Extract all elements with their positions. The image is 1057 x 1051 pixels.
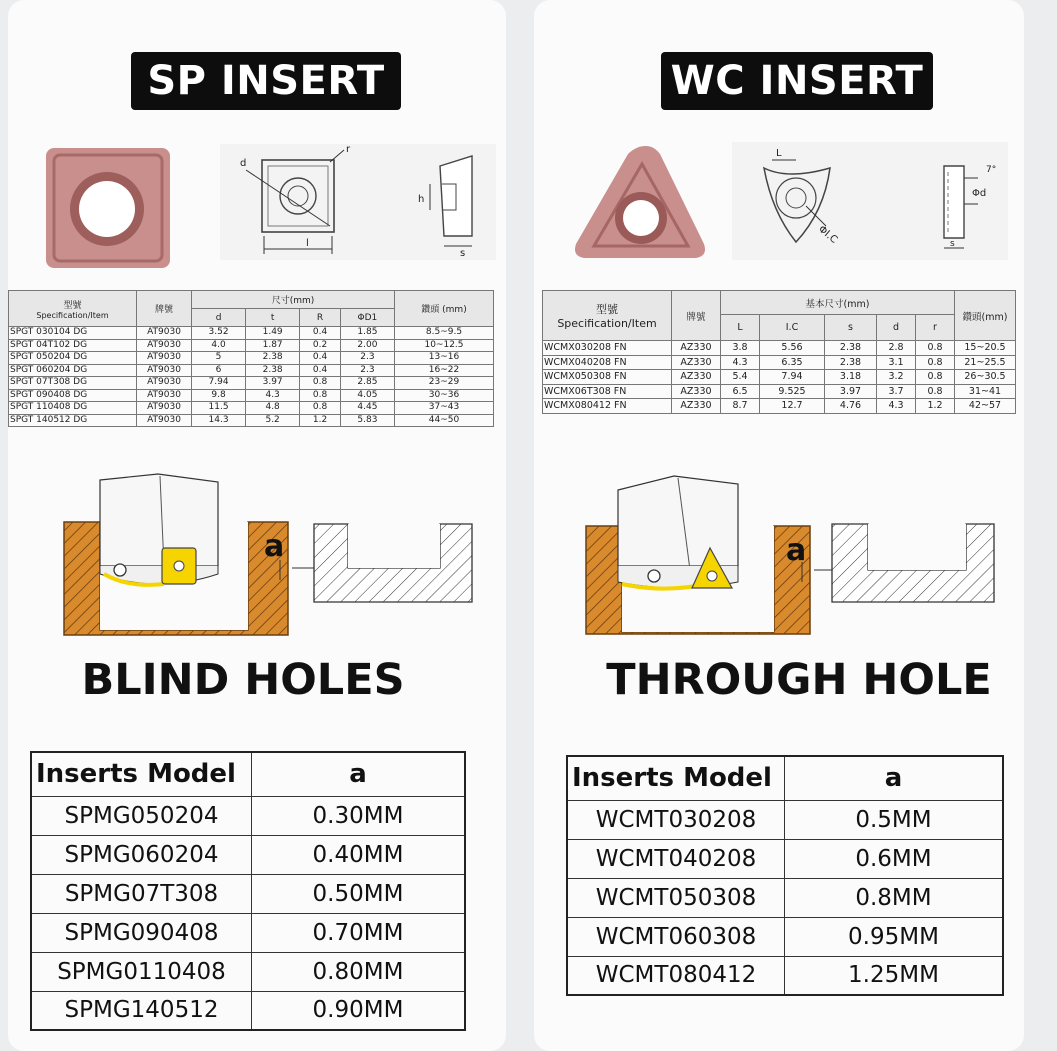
spec-cell: 4.45: [340, 402, 394, 415]
spec-cell: SPGT 04T102 DG: [9, 339, 137, 352]
spec-cell: 3.18: [825, 370, 877, 385]
wc-spec-header-grade: 牌號: [672, 291, 721, 341]
sp-blind-hole-illustration: [48, 470, 488, 640]
wc-spec-col-4: r: [915, 315, 954, 341]
spec-cell: SPGT 140512 DG: [9, 414, 137, 427]
spec-cell: AZ330: [672, 384, 721, 399]
spec-cell: 3.97: [246, 377, 300, 390]
spec-cell: 5.56: [759, 341, 824, 356]
spec-row: [9, 402, 494, 415]
spec-cell: AT9030: [137, 389, 192, 402]
sp-spec-header-model: 型號 Specification/Item: [9, 291, 137, 327]
spec-cell: 16~22: [395, 364, 494, 377]
spec-cell: SPGT 07T308 DG: [9, 377, 137, 390]
spec-cell: SPGT 030104 DG: [9, 327, 137, 340]
wc-drawing-label-d: Φd: [972, 188, 987, 199]
spec-cell: 8.5~9.5: [395, 327, 494, 340]
spec-cell: WCMX080412 FN: [543, 399, 672, 414]
wc-spec-header-model: 型號 Specification/Item: [543, 291, 672, 341]
spec-cell: 3.2: [877, 370, 916, 385]
sp-drawing-label-d: d: [240, 158, 247, 169]
spec-cell: 1.87: [246, 339, 300, 352]
spec-cell: AT9030: [137, 327, 192, 340]
wc-spec-header-size: 基本尺寸(mm): [721, 291, 955, 315]
wc-insert-panel: [534, 0, 1024, 1051]
spec-cell: 13~16: [395, 352, 494, 365]
spec-cell: 2.00: [340, 339, 394, 352]
spec-cell: AZ330: [672, 370, 721, 385]
sp-a-label: a: [264, 529, 285, 564]
spec-cell: 1.2: [915, 399, 954, 414]
model-a-cell: 0.30MM: [252, 796, 466, 835]
sp-spec-table: [8, 290, 494, 427]
wc-models-header-model: Inserts Model: [567, 756, 785, 800]
spec-cell: WCMX030208 FN: [543, 341, 672, 356]
model-name-cell: SPMG050204: [31, 796, 252, 835]
spec-row: [9, 352, 494, 365]
model-row: [567, 878, 1003, 917]
spec-cell: WCMX06T308 FN: [543, 384, 672, 399]
model-name-cell: SPMG140512: [31, 991, 252, 1030]
spec-cell: 2.38: [825, 341, 877, 356]
spec-cell: SPGT 060204 DG: [9, 364, 137, 377]
sp-drawing-label-s: s: [460, 248, 466, 259]
spec-cell: 4.76: [825, 399, 877, 414]
spec-cell: 0.8: [915, 384, 954, 399]
wc-drawing-label-ic: ΦI.C: [816, 223, 840, 246]
wc-spec-col-0: L: [721, 315, 760, 341]
spec-cell: 2.8: [877, 341, 916, 356]
model-row: [567, 917, 1003, 956]
sp-drawing-label-h: h: [418, 194, 425, 205]
spec-row: [9, 339, 494, 352]
spec-row: [543, 370, 1016, 385]
spec-cell: 10~12.5: [395, 339, 494, 352]
spec-cell: 1.2: [300, 414, 341, 427]
model-row: [567, 800, 1003, 839]
spec-cell: 3.97: [825, 384, 877, 399]
sp-insert-photo: [44, 146, 174, 270]
spec-cell: 14.3: [192, 414, 246, 427]
model-name-cell: SPMG060204: [31, 835, 252, 874]
sp-drawing-label-l: l: [306, 238, 309, 249]
model-row: [31, 952, 465, 991]
spec-cell: 5.2: [246, 414, 300, 427]
model-row: [31, 913, 465, 952]
wc-spec-col-2: s: [825, 315, 877, 341]
spec-cell: 4.3: [721, 355, 760, 370]
spec-cell: 5.4: [721, 370, 760, 385]
sp-spec-header-size: 尺寸(mm): [192, 291, 395, 309]
model-row: [567, 956, 1003, 995]
wc-a-label: a: [786, 533, 807, 568]
spec-row: [543, 341, 1016, 356]
spec-cell: 26~30.5: [955, 370, 1016, 385]
spec-cell: 5: [192, 352, 246, 365]
spec-cell: AT9030: [137, 402, 192, 415]
spec-cell: 1.49: [246, 327, 300, 340]
wc-drawing-label-s: s: [950, 239, 955, 249]
spec-cell: 9.525: [759, 384, 824, 399]
model-name-cell: WCMT040208: [567, 839, 785, 878]
spec-cell: 0.8: [915, 341, 954, 356]
model-a-cell: 0.70MM: [252, 913, 466, 952]
spec-cell: 8.7: [721, 399, 760, 414]
model-row: [31, 991, 465, 1030]
sp-spec-header-grade: 牌號: [137, 291, 192, 327]
sp-models-header-a: a: [252, 752, 466, 796]
wc-spec-col-1: I.C: [759, 315, 824, 341]
wc-models-header-a: a: [785, 756, 1004, 800]
spec-cell: SPGT 090408 DG: [9, 389, 137, 402]
spec-cell: 30~36: [395, 389, 494, 402]
spec-cell: SPGT 050204 DG: [9, 352, 137, 365]
wc-spec-header-head: 鑽頭(mm): [955, 291, 1016, 341]
spec-row: [9, 377, 494, 390]
spec-cell: 4.3: [877, 399, 916, 414]
spec-cell: 4.3: [246, 389, 300, 402]
spec-row: [9, 364, 494, 377]
spec-cell: AT9030: [137, 364, 192, 377]
spec-row: [543, 399, 1016, 414]
model-name-cell: WCMT060308: [567, 917, 785, 956]
spec-cell: SPGT 110408 DG: [9, 402, 137, 415]
blind-holes-title: BLIND HOLES: [81, 655, 405, 705]
spec-row: [9, 414, 494, 427]
spec-cell: 6.5: [721, 384, 760, 399]
model-name-cell: WCMT050308: [567, 878, 785, 917]
model-a-cell: 0.40MM: [252, 835, 466, 874]
sp-spec-col-0: d: [192, 309, 246, 327]
spec-cell: AZ330: [672, 355, 721, 370]
model-row: [31, 835, 465, 874]
model-a-cell: 0.80MM: [252, 952, 466, 991]
spec-cell: WCMX050308 FN: [543, 370, 672, 385]
spec-cell: 2.3: [340, 364, 394, 377]
model-a-cell: 1.25MM: [785, 956, 1004, 995]
spec-cell: 23~29: [395, 377, 494, 390]
spec-cell: AT9030: [137, 377, 192, 390]
spec-cell: AT9030: [137, 352, 192, 365]
model-a-cell: 0.90MM: [252, 991, 466, 1030]
spec-cell: 31~41: [955, 384, 1016, 399]
wc-spec-col-3: d: [877, 315, 916, 341]
sp-models-table: [30, 751, 466, 1031]
model-name-cell: SPMG0110408: [31, 952, 252, 991]
spec-cell: 3.1: [877, 355, 916, 370]
spec-cell: 2.38: [246, 364, 300, 377]
model-a-cell: 0.8MM: [785, 878, 1004, 917]
through-hole-title: THROUGH HOLE: [606, 655, 992, 705]
spec-row: [543, 384, 1016, 399]
spec-cell: AT9030: [137, 339, 192, 352]
spec-cell: 2.38: [825, 355, 877, 370]
wc-insert-title: WC INSERT: [661, 52, 933, 110]
sp-insert-drawing: [220, 144, 496, 260]
model-name-cell: WCMT030208: [567, 800, 785, 839]
spec-cell: 0.8: [915, 355, 954, 370]
model-name-cell: SPMG090408: [31, 913, 252, 952]
spec-cell: 42~57: [955, 399, 1016, 414]
spec-cell: 7.94: [192, 377, 246, 390]
spec-cell: 0.4: [300, 327, 341, 340]
model-row: [567, 839, 1003, 878]
spec-cell: AT9030: [137, 414, 192, 427]
spec-cell: 3.7: [877, 384, 916, 399]
spec-row: [543, 355, 1016, 370]
sp-insert-title: SP INSERT: [131, 52, 401, 110]
sp-spec-col-2: R: [300, 309, 341, 327]
spec-cell: 2.38: [246, 352, 300, 365]
model-a-cell: 0.50MM: [252, 874, 466, 913]
spec-cell: 0.8: [300, 377, 341, 390]
spec-cell: 0.4: [300, 364, 341, 377]
wc-drawing-label-angle: 7°: [986, 165, 997, 175]
spec-cell: 4.8: [246, 402, 300, 415]
spec-cell: 5.83: [340, 414, 394, 427]
model-row: [31, 796, 465, 835]
sp-spec-col-1: t: [246, 309, 300, 327]
sp-insert-panel: [8, 0, 506, 1051]
wc-spec-table: [542, 290, 1016, 414]
spec-cell: AZ330: [672, 399, 721, 414]
sp-spec-header-head: 鑽頭 (mm): [395, 291, 494, 327]
spec-cell: 0.2: [300, 339, 341, 352]
spec-cell: 4.05: [340, 389, 394, 402]
spec-cell: 0.4: [300, 352, 341, 365]
sp-drawing-label-r: r: [346, 144, 351, 155]
wc-models-table: [566, 755, 1004, 996]
spec-cell: 44~50: [395, 414, 494, 427]
spec-cell: 6.35: [759, 355, 824, 370]
model-a-cell: 0.6MM: [785, 839, 1004, 878]
wc-drawing-label-L: L: [776, 148, 782, 159]
spec-cell: 7.94: [759, 370, 824, 385]
spec-cell: 2.3: [340, 352, 394, 365]
spec-cell: 0.8: [300, 389, 341, 402]
spec-cell: 21~25.5: [955, 355, 1016, 370]
spec-cell: 1.85: [340, 327, 394, 340]
model-a-cell: 0.95MM: [785, 917, 1004, 956]
spec-cell: 11.5: [192, 402, 246, 415]
model-a-cell: 0.5MM: [785, 800, 1004, 839]
spec-cell: 0.8: [915, 370, 954, 385]
model-row: [31, 874, 465, 913]
spec-cell: 3.52: [192, 327, 246, 340]
spec-cell: 9.8: [192, 389, 246, 402]
spec-cell: 15~20.5: [955, 341, 1016, 356]
spec-cell: 12.7: [759, 399, 824, 414]
spec-cell: WCMX040208 FN: [543, 355, 672, 370]
spec-cell: AZ330: [672, 341, 721, 356]
spec-cell: 37~43: [395, 402, 494, 415]
spec-cell: 6: [192, 364, 246, 377]
model-name-cell: SPMG07T308: [31, 874, 252, 913]
model-name-cell: WCMT080412: [567, 956, 785, 995]
wc-through-hole-illustration: [578, 470, 1018, 640]
spec-row: [9, 327, 494, 340]
wc-insert-drawing: [732, 142, 1008, 260]
spec-cell: 4.0: [192, 339, 246, 352]
sp-models-header-model: Inserts Model: [31, 752, 252, 796]
spec-cell: 3.8: [721, 341, 760, 356]
spec-cell: 0.8: [300, 402, 341, 415]
sp-spec-col-3: ΦD1: [340, 309, 394, 327]
wc-insert-photo: [564, 140, 714, 268]
spec-row: [9, 389, 494, 402]
spec-cell: 2.85: [340, 377, 394, 390]
